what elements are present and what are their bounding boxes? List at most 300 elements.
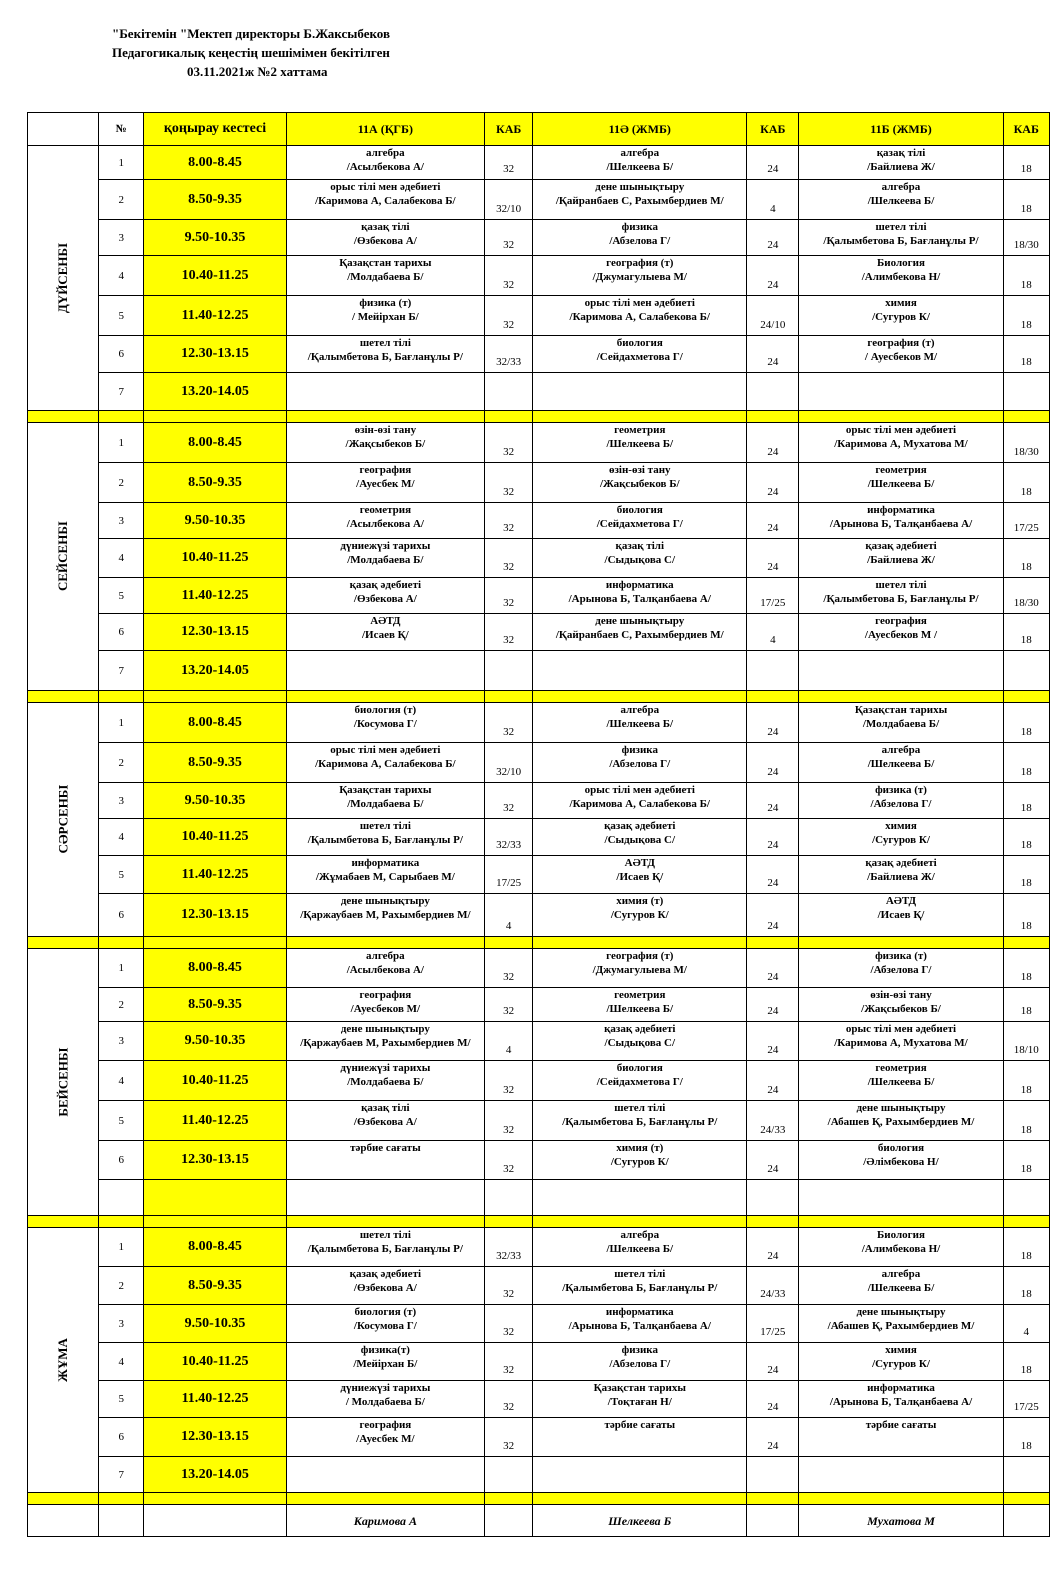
lesson-row	[28, 1418, 1050, 1457]
separator-cell	[533, 1216, 747, 1228]
lesson-row	[28, 180, 1050, 220]
class-11b-lesson	[799, 856, 1003, 894]
lesson-number: 6	[99, 1141, 144, 1180]
lesson-time: 8.00-8.45	[144, 703, 286, 743]
subject-name: қазақ әдебиеті	[604, 1023, 676, 1035]
teacher-name: /Өзбекова А/	[353, 235, 417, 247]
class-11b-lesson	[799, 256, 1003, 296]
teacher-name: / Мейірхан Б/	[352, 311, 419, 323]
signature-row	[28, 1505, 1050, 1537]
class-11ae-lesson	[533, 578, 747, 614]
lesson-number: 4	[99, 256, 144, 296]
subject-name: геометрия	[359, 504, 412, 516]
subject-name: география	[359, 1419, 412, 1431]
class-11ae-lesson	[533, 146, 747, 180]
teacher-name: /Қалымбетова Б, Бағланұлы Р/	[562, 1116, 718, 1128]
subject-name: дүниежүзі тарихы	[340, 1382, 431, 1394]
class-11b-room: 18	[1003, 819, 1049, 856]
teacher-name: /Сейдахметова Г/	[596, 518, 683, 530]
lesson-number: 6	[99, 336, 144, 373]
subject-name: геометрия	[875, 464, 927, 476]
lesson-time: 11.40-12.25	[144, 296, 286, 336]
subject-name: информатика	[867, 1382, 935, 1394]
day-name	[28, 949, 99, 1216]
class-11ae-room: 24	[747, 894, 799, 937]
class-11a-lesson	[286, 1381, 484, 1418]
lesson-row	[28, 503, 1050, 539]
lesson-number: 1	[99, 703, 144, 743]
subject-name: химия	[885, 297, 917, 309]
day-label: БЕЙСЕНБІ	[55, 1046, 71, 1117]
approval-line-1: "Бекітемін "Мектеп директоры Б.Жаксыбеков	[112, 26, 390, 41]
lesson-row	[28, 703, 1050, 743]
class-11a-room	[485, 373, 533, 411]
separator-cell	[286, 1493, 484, 1505]
lesson-row	[28, 1343, 1050, 1381]
class-11a-room: 32	[485, 1305, 533, 1343]
class-11b-room: 18	[1003, 539, 1049, 578]
subject-name: АӘТД	[624, 857, 655, 869]
class-11a-lesson	[286, 463, 484, 503]
subject-name: орыс тілі мен әдебиеті	[845, 1023, 957, 1035]
class-11b-lesson	[799, 1343, 1003, 1381]
class-11ae-lesson	[533, 296, 747, 336]
subject-name: шетел тілі	[875, 579, 927, 591]
teacher-name: /Шелкеева Б/	[606, 438, 674, 450]
lesson-time: 9.50-10.35	[144, 220, 286, 256]
separator-cell	[799, 411, 1003, 423]
subject-name: Биология	[877, 1229, 925, 1241]
teacher-name: /Өзбекова А/	[353, 593, 417, 605]
class-11ae-room: 24	[747, 503, 799, 539]
class-11b-room: 18	[1003, 1101, 1049, 1141]
teacher-name: /Асылбекова А/	[346, 518, 424, 530]
day-separator	[28, 937, 1050, 949]
separator-cell	[99, 1216, 144, 1228]
class-11b-lesson	[799, 614, 1003, 651]
separator-cell	[286, 691, 484, 703]
signature-class-11b: Мухатова М	[799, 1505, 1003, 1537]
class-11a-room: 32	[485, 1267, 533, 1305]
header-cab-2: КАБ	[747, 113, 799, 146]
class-11b-room: 18	[1003, 894, 1049, 937]
teacher-name: /Қайранбаев С, Рахымбердиев М/	[555, 195, 724, 207]
class-11b-lesson	[799, 703, 1003, 743]
class-11b-room: 18/30	[1003, 220, 1049, 256]
lesson-number: 5	[99, 1381, 144, 1418]
header-cab-3: КАБ	[1003, 113, 1049, 146]
separator-cell	[485, 691, 533, 703]
header-day-cell	[28, 113, 99, 146]
teacher-name: /Сейдахметова Г/	[596, 351, 683, 363]
class-11b-room: 18	[1003, 783, 1049, 819]
class-11b-lesson	[799, 1180, 1003, 1216]
lesson-number: 4	[99, 819, 144, 856]
subject-name: геометрия	[614, 989, 666, 1001]
lesson-time: 12.30-13.15	[144, 1418, 286, 1457]
separator-cell	[144, 1216, 286, 1228]
lesson-row	[28, 1101, 1050, 1141]
class-11b-room	[1003, 1457, 1049, 1493]
subject-name: дене шынықтыру	[595, 181, 685, 193]
subject-name: физика (т)	[875, 784, 927, 796]
class-11ae-room: 17/25	[747, 578, 799, 614]
teacher-name: /Мейірхан Б/	[353, 1358, 418, 1370]
class-11a-lesson	[286, 1101, 484, 1141]
class-11ae-room: 4	[747, 180, 799, 220]
class-11a-room: 32	[485, 146, 533, 180]
class-11a-room: 32	[485, 1141, 533, 1180]
subject-name: тәрбие сағаты	[865, 1419, 937, 1431]
class-11b-room: 4	[1003, 1305, 1049, 1343]
lesson-time: 8.50-9.35	[144, 463, 286, 503]
subject-name: шетел тілі	[359, 337, 411, 349]
class-11b-lesson	[799, 894, 1003, 937]
teacher-name: /Сугуров К/	[872, 834, 930, 846]
teacher-name: /Арынова Б, Талқанбаева А/	[829, 1396, 973, 1408]
subject-name: өзін-өзі тану	[870, 989, 932, 1001]
subject-name: қазақ әдебиеті	[349, 579, 422, 591]
lesson-row	[28, 256, 1050, 296]
separator-cell	[799, 1493, 1003, 1505]
class-11ae-room: 24	[747, 146, 799, 180]
teacher-name: /Исаев Қ/	[877, 909, 925, 921]
subject-name: география (т)	[606, 257, 674, 269]
signature-empty	[99, 1505, 144, 1537]
lesson-time: 11.40-12.25	[144, 1101, 286, 1141]
lesson-number: 3	[99, 783, 144, 819]
class-11b-room: 17/25	[1003, 1381, 1049, 1418]
class-11a-room: 32	[485, 539, 533, 578]
teacher-name: /Молдабаева Б/	[862, 718, 940, 730]
subject-name: қазақ әдебиеті	[865, 857, 937, 869]
separator-cell	[286, 411, 484, 423]
approval-block	[112, 24, 390, 81]
class-11b-room: 18	[1003, 856, 1049, 894]
lesson-row	[28, 988, 1050, 1022]
class-11a-lesson	[286, 1180, 484, 1216]
subject-name: информатика	[351, 857, 420, 869]
class-11ae-lesson	[533, 373, 747, 411]
teacher-name: /Арынова Б, Талқанбаева А/	[568, 1320, 711, 1332]
lesson-number: 1	[99, 1228, 144, 1267]
subject-name: информатика	[605, 579, 674, 591]
subject-name: қазақ тілі	[876, 147, 926, 159]
class-11a-room: 32	[485, 256, 533, 296]
day-name	[28, 1228, 99, 1493]
class-11ae-room: 24	[747, 988, 799, 1022]
lesson-row	[28, 578, 1050, 614]
header-class-11a: 11А (ҚГБ)	[286, 113, 484, 146]
separator-cell	[747, 1216, 799, 1228]
subject-name: география (т)	[606, 950, 674, 962]
separator-cell	[99, 411, 144, 423]
subject-name: шетел тілі	[614, 1268, 666, 1280]
teacher-name: /Каримова А, Салабекова Б/	[569, 311, 710, 323]
header-class-11b: 11Б (ЖМБ)	[799, 113, 1003, 146]
subject-name: информатика	[605, 1306, 674, 1318]
class-11a-lesson	[286, 949, 484, 988]
subject-name: Биология	[877, 257, 925, 269]
subject-name: физика	[621, 221, 658, 233]
lesson-number: 6	[99, 894, 144, 937]
lesson-time: 8.00-8.45	[144, 423, 286, 463]
class-11ae-lesson	[533, 1343, 747, 1381]
class-11ae-lesson	[533, 1141, 747, 1180]
separator-cell	[747, 1493, 799, 1505]
lesson-number: 2	[99, 1267, 144, 1305]
class-11b-lesson	[799, 1267, 1003, 1305]
class-11b-lesson	[799, 423, 1003, 463]
class-11ae-room: 24	[747, 856, 799, 894]
class-11b-lesson	[799, 578, 1003, 614]
teacher-name: /Джумагулыева М/	[592, 271, 687, 283]
teacher-name: /Қаржаубаев М, Рахымбердиев М/	[300, 1037, 471, 1049]
teacher-name: /Молдабаева Б/	[347, 1076, 424, 1088]
class-11ae-lesson	[533, 1381, 747, 1418]
class-11a-lesson	[286, 894, 484, 937]
class-11ae-lesson	[533, 539, 747, 578]
class-11a-lesson	[286, 1343, 484, 1381]
lesson-row	[28, 220, 1050, 256]
day-name	[28, 703, 99, 937]
lesson-time: 8.00-8.45	[144, 1228, 286, 1267]
lesson-time: 13.20-14.05	[144, 1457, 286, 1493]
signature-empty	[144, 1505, 286, 1537]
lesson-row	[28, 539, 1050, 578]
teacher-name: /Жақсыбеков Б/	[861, 1003, 941, 1015]
teacher-name: /Өзбекова А/	[353, 1116, 417, 1128]
class-11a-lesson	[286, 1141, 484, 1180]
lesson-row	[28, 463, 1050, 503]
teacher-name: /Исаев Қ/	[361, 629, 409, 641]
lesson-time: 12.30-13.15	[144, 336, 286, 373]
lesson-row	[28, 1141, 1050, 1180]
subject-name: алгебра	[881, 181, 921, 193]
day-separator	[28, 1493, 1050, 1505]
class-11ae-room: 24	[747, 256, 799, 296]
subject-name: география	[359, 464, 412, 476]
teacher-name: /Тоқтаған Н/	[607, 1396, 672, 1408]
class-11b-room	[1003, 373, 1049, 411]
subject-name: дене шынықтыру	[856, 1306, 946, 1318]
class-11ae-lesson	[533, 988, 747, 1022]
teacher-name: /Сугуров К/	[610, 1156, 669, 1168]
lesson-time: 12.30-13.15	[144, 894, 286, 937]
class-11a-lesson	[286, 1228, 484, 1267]
class-11ae-room	[747, 651, 799, 691]
class-11ae-lesson	[533, 949, 747, 988]
class-11b-room: 18	[1003, 1061, 1049, 1101]
subject-name: алгебра	[620, 704, 660, 716]
subject-name: шетел тілі	[875, 221, 927, 233]
schedule-body	[28, 113, 1050, 1537]
teacher-name: /Сугуров К/	[872, 1358, 930, 1370]
lesson-row	[28, 423, 1050, 463]
class-11b-lesson	[799, 180, 1003, 220]
class-11b-lesson	[799, 146, 1003, 180]
class-11b-room: 18/30	[1003, 423, 1049, 463]
subject-name: биология (т)	[354, 704, 417, 716]
subject-name: биология	[616, 337, 663, 349]
class-11ae-room: 24	[747, 1418, 799, 1457]
lesson-time: 9.50-10.35	[144, 503, 286, 539]
teacher-name: /Асылбекова А/	[346, 964, 424, 976]
subject-name: биология	[877, 1142, 925, 1154]
subject-name: қазақ тілі	[361, 1102, 410, 1114]
teacher-name: /Шелкеева Б/	[867, 478, 935, 490]
class-11ae-lesson	[533, 463, 747, 503]
subject-name: өзін-өзі тану	[608, 464, 671, 476]
class-11a-room: 32	[485, 1418, 533, 1457]
class-11a-room: 32/33	[485, 1228, 533, 1267]
class-11a-room: 32	[485, 578, 533, 614]
class-11a-room: 32	[485, 1381, 533, 1418]
lesson-time: 9.50-10.35	[144, 1305, 286, 1343]
subject-name: биология (т)	[354, 1306, 417, 1318]
class-11a-room: 17/25	[485, 856, 533, 894]
class-11ae-lesson	[533, 651, 747, 691]
lesson-time: 10.40-11.25	[144, 539, 286, 578]
class-11b-lesson	[799, 1381, 1003, 1418]
teacher-name: /Қалымбетова Б, Бағланұлы Р/	[823, 593, 979, 605]
separator-cell	[799, 1216, 1003, 1228]
class-11a-lesson	[286, 651, 484, 691]
class-11b-room: 18	[1003, 1343, 1049, 1381]
class-11b-room: 18	[1003, 146, 1049, 180]
lesson-row	[28, 743, 1050, 783]
class-11ae-lesson	[533, 1228, 747, 1267]
subject-name: Қазақстан тарихы	[339, 257, 432, 269]
lesson-number: 6	[99, 1418, 144, 1457]
lesson-row	[28, 783, 1050, 819]
header-bell-schedule: қоңырау кестесі	[144, 113, 286, 146]
teacher-name: /Өзбекова А/	[353, 1282, 417, 1294]
subject-name: физика	[621, 744, 658, 756]
subject-name: Қазақстан тарихы	[593, 1382, 686, 1394]
teacher-name: /Қалымбетова Б, Бағланұлы Р/	[562, 1282, 718, 1294]
lesson-number: 6	[99, 614, 144, 651]
separator-cell	[1003, 411, 1049, 423]
class-11b-room: 18/10	[1003, 1022, 1049, 1061]
class-11ae-room	[747, 1457, 799, 1493]
class-11a-room: 4	[485, 1022, 533, 1061]
teacher-name: /Алимбекова Н/	[861, 1243, 941, 1255]
class-11ae-lesson	[533, 703, 747, 743]
lesson-number: 4	[99, 1343, 144, 1381]
class-11ae-room: 24	[747, 743, 799, 783]
class-11a-room	[485, 1180, 533, 1216]
class-11b-lesson	[799, 336, 1003, 373]
class-11b-room: 18	[1003, 988, 1049, 1022]
class-11b-lesson	[799, 783, 1003, 819]
separator-cell	[533, 411, 747, 423]
class-11ae-lesson	[533, 336, 747, 373]
lesson-row	[28, 651, 1050, 691]
teacher-name: /Шелкеева Б/	[606, 1243, 674, 1255]
class-11ae-room: 24/33	[747, 1267, 799, 1305]
class-11a-lesson	[286, 988, 484, 1022]
subject-name: биология	[616, 1062, 663, 1074]
teacher-name: /Каримова А, Салабекова Б/	[315, 195, 456, 207]
lesson-time: 9.50-10.35	[144, 1022, 286, 1061]
class-11a-room: 32	[485, 220, 533, 256]
class-11a-lesson	[286, 180, 484, 220]
teacher-name: /Сейдахметова Г/	[596, 1076, 683, 1088]
class-11b-lesson	[799, 373, 1003, 411]
subject-name: дүниежүзі тарихы	[340, 1062, 431, 1074]
separator-cell	[99, 691, 144, 703]
class-11a-lesson	[286, 1418, 484, 1457]
day-name	[28, 423, 99, 691]
teacher-name: /Молдабаева Б/	[347, 554, 424, 566]
signature-empty	[1003, 1505, 1049, 1537]
subject-name: химия (т)	[616, 895, 664, 907]
lesson-number: 5	[99, 1101, 144, 1141]
class-11b-room: 18	[1003, 949, 1049, 988]
lesson-row	[28, 819, 1050, 856]
class-11ae-room: 24	[747, 336, 799, 373]
class-11b-room: 18/30	[1003, 578, 1049, 614]
teacher-name: /Сугуров К/	[610, 909, 669, 921]
subject-name: қазақ әдебиеті	[604, 820, 676, 832]
separator-cell	[485, 1216, 533, 1228]
class-11b-lesson	[799, 988, 1003, 1022]
class-11ae-lesson	[533, 256, 747, 296]
lesson-number: 7	[99, 373, 144, 411]
separator-cell	[533, 1493, 747, 1505]
approval-line-2: Педагогикалық кеңестің шешімімен бекітілген	[112, 45, 390, 60]
class-11b-room: 18	[1003, 256, 1049, 296]
class-11a-room: 32	[485, 703, 533, 743]
lesson-number: 1	[99, 949, 144, 988]
separator-cell	[28, 1493, 99, 1505]
subject-name: алгебра	[881, 744, 921, 756]
class-11ae-room: 24	[747, 1061, 799, 1101]
class-11ae-lesson	[533, 614, 747, 651]
lesson-time: 10.40-11.25	[144, 819, 286, 856]
class-11a-lesson	[286, 1022, 484, 1061]
class-11a-lesson	[286, 1457, 484, 1493]
class-11a-lesson	[286, 539, 484, 578]
lesson-row	[28, 336, 1050, 373]
subject-name: орыс тілі мен әдебиеті	[845, 424, 957, 436]
class-11b-lesson	[799, 1418, 1003, 1457]
subject-name: химия	[885, 1344, 917, 1356]
class-11ae-room: 24	[747, 539, 799, 578]
day-separator	[28, 1216, 1050, 1228]
subject-name: шетел тілі	[614, 1102, 666, 1114]
class-11b-lesson	[799, 651, 1003, 691]
class-11b-lesson	[799, 743, 1003, 783]
day-name	[28, 146, 99, 411]
lesson-time: 8.50-9.35	[144, 1267, 286, 1305]
approval-line-3: 03.11.2021ж №2 хаттама	[187, 64, 328, 79]
subject-name: тәрбие сағаты	[350, 1142, 421, 1154]
subject-name: география	[359, 989, 412, 1001]
class-11a-room: 32/33	[485, 819, 533, 856]
class-11a-room: 32	[485, 949, 533, 988]
lesson-time: 10.40-11.25	[144, 1343, 286, 1381]
class-11ae-room: 24	[747, 1381, 799, 1418]
lesson-row	[28, 373, 1050, 411]
lesson-number	[99, 1180, 144, 1216]
class-11b-room	[1003, 651, 1049, 691]
teacher-name: /Молдабаева Б/	[347, 271, 424, 283]
lesson-time: 11.40-12.25	[144, 856, 286, 894]
lesson-number: 2	[99, 180, 144, 220]
class-11ae-lesson	[533, 1022, 747, 1061]
